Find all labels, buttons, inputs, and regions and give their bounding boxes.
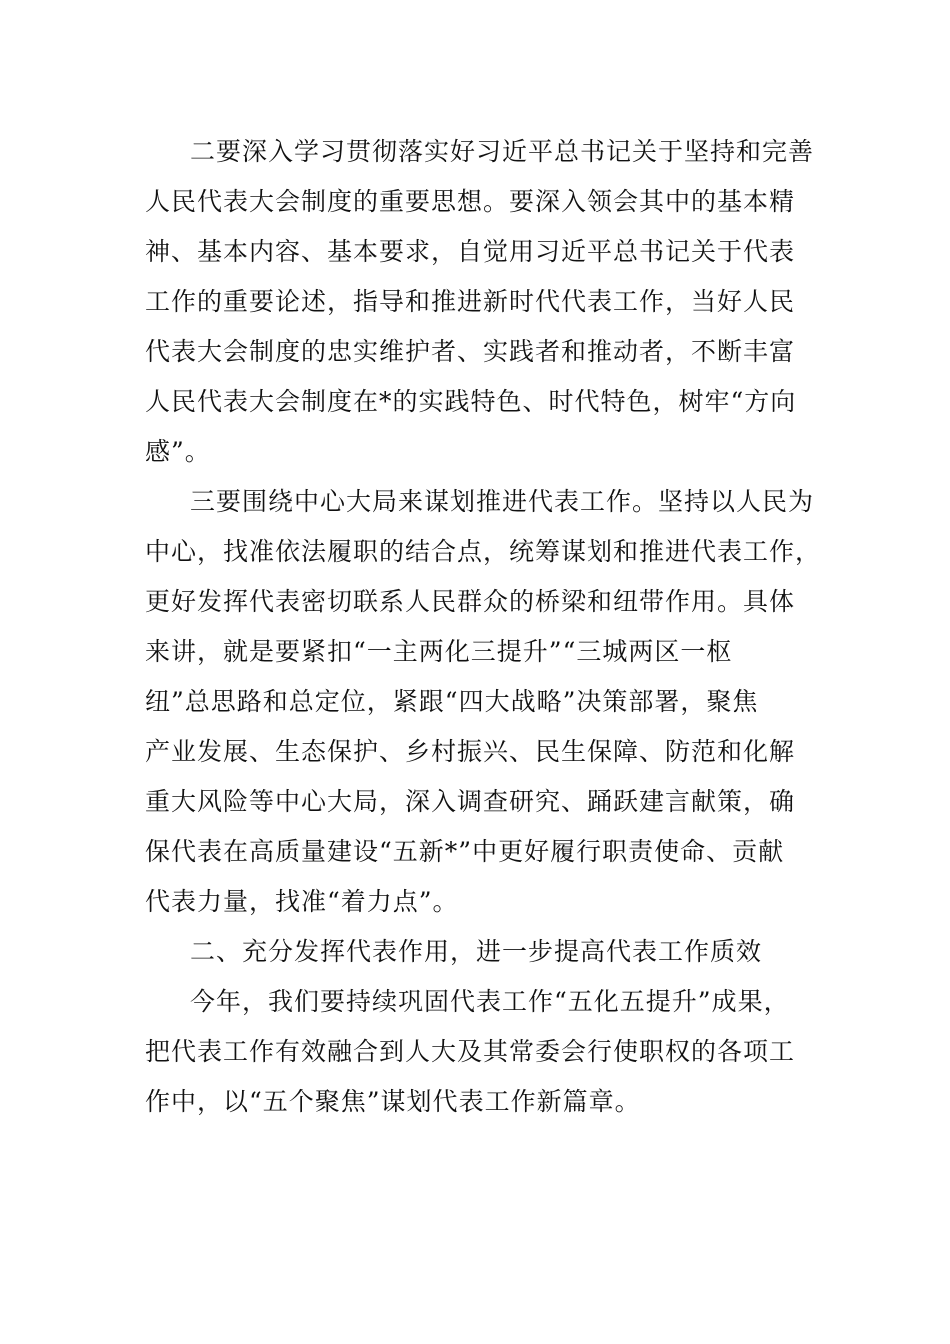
text-line: 中心，找准依法履职的结合点，统筹谋划和推进代表工作， (145, 537, 822, 566)
text-line: 作中，以“五个聚焦”谋划代表工作新篇章。 (145, 1087, 641, 1116)
text-line: 重大风险等中心大局，深入调查研究、踊跃建言献策，确 (145, 787, 796, 816)
text-line: 保代表在高质量建设“五新*”中更好履行职责使命、贡献 (145, 837, 785, 866)
text-line: 代表力量，找准“着力点”。 (145, 887, 459, 916)
paragraph-third-requirement (145, 477, 822, 927)
document-body (145, 127, 822, 1127)
section-heading (145, 927, 800, 977)
text-line: 来讲，就是要紧扣“一主两化三提升”“三城两区一枢 (145, 637, 733, 666)
text-line: 纽”总思路和总定位，紧跟“四大战略”决策部署，聚焦 (145, 687, 759, 716)
text-line: 代表大会制度的忠实维护者、实践者和推动者，不断丰富 (145, 337, 796, 366)
text-line: 感”。 (145, 437, 211, 466)
text-line: 人民代表大会制度在*的实践特色、时代特色，树牢“方向 (145, 387, 797, 416)
text-line: 工作的重要论述，指导和推进新时代代表工作，当好人民 (145, 287, 796, 316)
text-line: 把代表工作有效融合到人大及其常委会行使职权的各项工 (145, 1037, 796, 1066)
text-line: 今年，我们要持续巩固代表工作“五化五提升”成果， (190, 987, 790, 1016)
text-line: 神、基本内容、基本要求，自觉用习近平总书记关于代表 (145, 237, 796, 266)
text-line: 人民代表大会制度的重要思想。要深入领会其中的基本精 (145, 187, 796, 216)
paragraph-second-requirement (145, 127, 815, 477)
text-line: 产业发展、生态保护、乡村振兴、民生保障、防范和化解 (145, 737, 796, 766)
section-heading-text: 二、充分发挥代表作用，进一步提高代表工作质效 (190, 937, 763, 966)
text-line: 更好发挥代表密切联系人民群众的桥梁和纽带作用。具体 (145, 587, 796, 616)
text-line: 二要深入学习贯彻落实好习近平总书记关于坚持和完善 (190, 137, 815, 166)
paragraph-this-year (145, 977, 800, 1127)
text-line: 三要围绕中心大局来谋划推进代表工作。坚持以人民为 (190, 487, 815, 516)
